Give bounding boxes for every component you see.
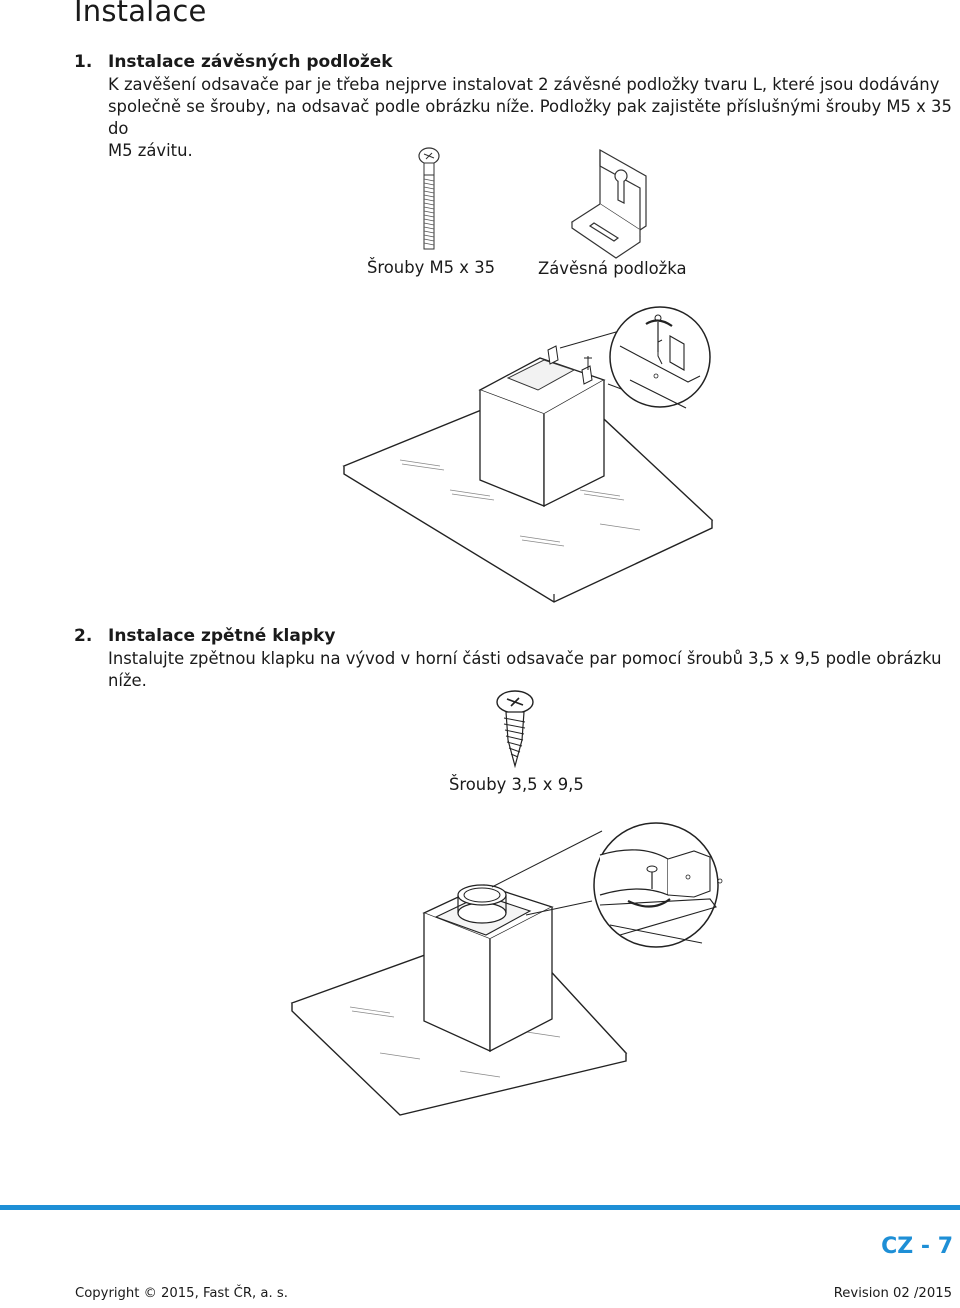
section-2-line: Instalujte zpětnou klapku na vývod v horní části odsavače par pomocí šroubů 3,5 x 9,5 podle obrázku níže. [108,649,942,690]
page-number: CZ - 7 [881,1234,953,1259]
footer-revision: Revision 02 /2015 [833,1286,952,1301]
section-1-line: společně se šrouby, na odsavač podle obrázku níže. Podložky pak zajistěte příslušnými šrouby M5 x 35 do [108,97,952,138]
hood-damper-installation-figure [290,825,750,1125]
section-2-heading [74,626,335,646]
m5-screw-illustration [410,145,450,255]
l-bracket-illustration [570,148,650,258]
caption-m5-screws: Šrouby M5 x 35 [367,258,496,277]
section-1-line: K zavěšení odsavače par je třeba nejprve instalovat 2 závěsné podložky tvaru L, které jsou dodávány [108,75,940,94]
section-2-text [108,648,960,692]
tapping-screw-illustration [492,690,542,770]
section-1-heading [74,52,393,72]
footer-copyright: Copyright © 2015, Fast ČR, a. s. [75,1286,288,1301]
caption-hanging-bracket: Závěsná podložka [538,259,687,278]
footer-accent-rule [0,1205,960,1210]
section-1-line: M5 závitu. [108,141,193,160]
page-title: Instalace [74,0,207,28]
section-1-number: 1. [74,52,93,72]
section-1-text [108,74,960,162]
section-2-title: Instalace zpětné klapky [108,626,336,646]
section-2-number: 2. [74,626,93,646]
section-1-title: Instalace závěsných podložek [108,52,393,72]
caption-tapping-screws: Šrouby 3,5 x 9,5 [449,775,584,794]
hood-bracket-installation-figure [340,300,720,605]
